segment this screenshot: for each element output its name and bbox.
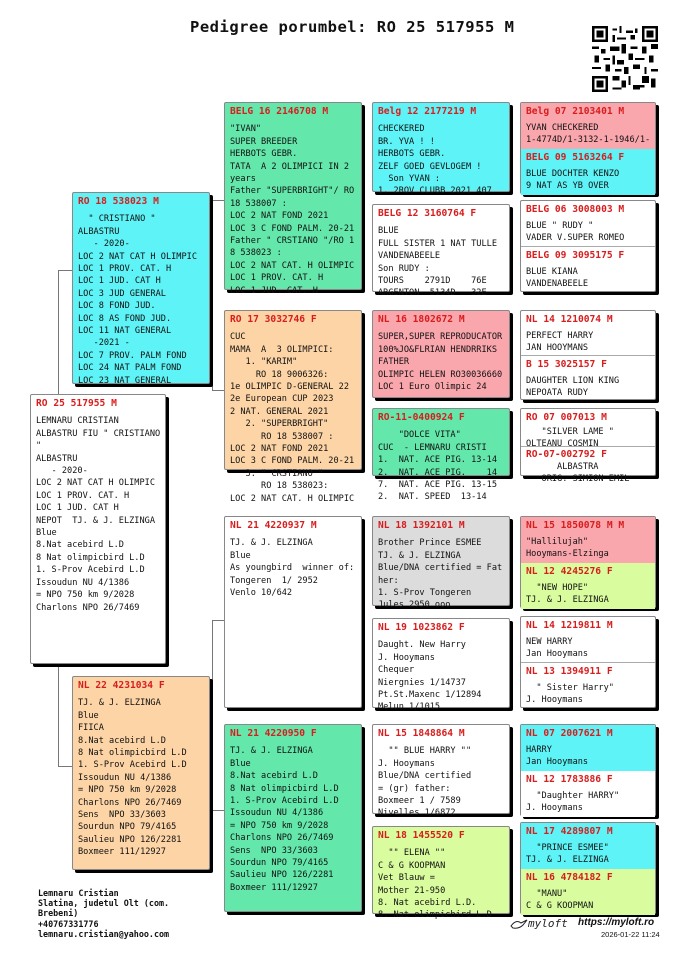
card-line: Jan Hooymans <box>526 757 589 768</box>
card-line: LOC 1 Euro Olimpic 24 <box>378 382 487 393</box>
card-line: Boxmeer 111/12927 <box>230 882 318 893</box>
gg-card-8 <box>521 517 655 563</box>
card-line: TOURS 2791D 76E <box>378 276 487 287</box>
card-line: BLUE KIANA <box>526 267 578 278</box>
card-line: Daught. New Harry <box>378 640 466 651</box>
card-line: LOC 1 PROV. CAT. H <box>230 273 324 284</box>
card-line: 1. S-Prov Tongeren <box>378 588 472 599</box>
card-line: CHECKERED <box>378 124 425 135</box>
card-line: = NPO 750 km 9/2028 <box>230 820 329 831</box>
mm-card <box>224 724 362 912</box>
myloft-logo <box>510 917 568 930</box>
card-line: HERBOTS GEBR. <box>230 149 298 160</box>
card-line: her: <box>378 575 399 586</box>
subject-card <box>30 394 166 664</box>
card-line: 2 NAT. GENERAL 2021 <box>230 406 329 417</box>
card-line: LOC 2 NAT CAT H OLIMPIC <box>78 251 197 262</box>
pigeon-icon <box>510 918 528 930</box>
ring-number: BELG 06 3008003 M <box>526 204 625 215</box>
card-line: BLUE DOCHTER KENZO <box>526 169 620 180</box>
card-line: "Daughter HARRY" <box>526 791 620 802</box>
gg-card-13 <box>521 771 655 817</box>
card-line: Sourdun NPO 79/4165 <box>78 822 177 833</box>
gg-card-5 <box>521 356 655 401</box>
card-line: DAUGHTER LION KING <box>526 376 620 387</box>
card-line: 1. NAT. ACE PIG. 13-14 <box>378 455 497 466</box>
ring-number: NL 07 2007621 M <box>526 728 613 739</box>
card-line: 1. S-Prov Acebird L.D <box>230 796 339 807</box>
fm-card <box>224 310 362 504</box>
mother-card <box>72 676 210 870</box>
card-line: Jan Hooymans <box>526 649 589 660</box>
card-line: Vet Blauw = <box>378 873 435 884</box>
card-line: LOC 11 NAT GENERAL <box>78 326 172 337</box>
gg-pair-6 <box>520 724 656 816</box>
card-line: 8.Nat acebird L.D <box>78 735 166 746</box>
ring-number: NL 16 1802672 M <box>378 314 465 325</box>
card-line: Niergnies 1/14737 <box>378 677 466 688</box>
ring-number: BELG 09 5163264 F <box>526 152 625 163</box>
gg-pair-3 <box>520 408 656 485</box>
card-line: J. Hooymans <box>526 695 583 706</box>
card-line: BLUE " RUDY " <box>526 221 594 232</box>
card-line: Son YVAN : <box>378 174 441 185</box>
card-line: Charlons NPO 26/7469 <box>78 797 182 808</box>
ring-number: RO-07-002792 F <box>526 449 607 460</box>
card-line: 8 Nat olimpicbird L.D <box>230 783 339 794</box>
card-line: TJ. & J. ELZINGA <box>230 538 313 549</box>
gg-card-2 <box>521 201 655 247</box>
card-line: 3. " CRSTIANO " <box>230 468 324 479</box>
ring-number: NL 13 1394911 F <box>526 666 613 677</box>
owner-info <box>38 888 169 939</box>
card-line: "IVAN" <box>230 124 262 135</box>
card-line: Boxmeer 111/12927 <box>78 847 166 858</box>
card-line: LOC 8 FOND JUD. <box>78 301 156 312</box>
card-line: Mother 21-950 <box>378 885 446 896</box>
gg-card-1 <box>521 149 655 195</box>
connector-line <box>212 620 213 810</box>
card-line: NEPOT TJ. & J. ELZINGA <box>36 515 155 526</box>
gg-card-7 <box>521 447 655 485</box>
owner-line: Brebeni) <box>38 908 79 919</box>
card-line: Issoudun NU 4/1386 <box>78 772 172 783</box>
card-line: CUC <box>230 332 246 343</box>
owner-line: Slatina, judetul Olt (com. <box>38 898 170 909</box>
card-line: LOC 2 NAT FOND 2021 <box>230 211 329 222</box>
gg-card-9 <box>521 563 655 609</box>
card-line: "" BLUE HARRY "" <box>378 746 472 757</box>
g-card-4 <box>372 516 510 611</box>
mf-card <box>224 516 362 708</box>
gg-card-10 <box>521 617 655 663</box>
g-card-7 <box>372 826 510 921</box>
ring-number: B 15 3025157 F <box>526 359 607 370</box>
gg-pair-0 <box>520 102 656 194</box>
card-line: VANDENABEELE <box>526 279 589 290</box>
connector-line <box>212 200 224 201</box>
card-line: RO 18 538023: <box>230 481 329 492</box>
card-line: Sens NPO 33/3603 <box>230 845 318 856</box>
card-line: Saulieu NPO 126/2281 <box>230 870 334 881</box>
card-line: = (gr) father: <box>378 783 451 794</box>
card-line: BR. YVA ! ! <box>378 136 435 147</box>
card-line: J. Hooymans <box>378 758 435 769</box>
card-line: 18 538007 : <box>230 198 287 209</box>
g-card-3 <box>372 408 510 503</box>
card-line: 1e OLIMPIC D-GENERAL 22 <box>230 382 349 393</box>
card-line: Saulieu NPO 126/2281 <box>78 834 182 845</box>
card-line: years <box>230 174 256 185</box>
card-line: 8.Nat acebird L.D <box>230 771 318 782</box>
card-line: " Sister Harry" <box>526 683 614 694</box>
gg-pair-7 <box>520 822 656 914</box>
card-line: = NPO 750 km 9/2028 <box>36 590 135 601</box>
connector-line <box>212 390 224 391</box>
ring-number: NL 12 4245276 F <box>526 566 613 577</box>
card-line: ARGENTON 5134D 32E <box>378 288 487 299</box>
card-line: CUC - LEMNARU CRISTI <box>378 442 487 453</box>
card-line: NEW HARRY <box>526 637 573 648</box>
card-line: ALBASTRU <box>36 453 78 464</box>
g-card-2 <box>372 310 510 398</box>
card-line: " CRISTIANO " <box>78 214 156 225</box>
gg-pair-2 <box>520 310 656 400</box>
gg-card-3 <box>521 247 655 293</box>
card-line: 8 Nat olimpicbird L.D <box>78 748 187 759</box>
card-line: LOC 8 AS FOND JUD. <box>78 313 172 324</box>
card-line: "SILVER LAME " <box>526 427 614 438</box>
print-date: 2026-01-22 11:24 <box>601 930 660 939</box>
card-line: = NPO 750 km 9/2028 <box>78 785 177 796</box>
father-card <box>72 192 210 384</box>
connector-line <box>212 200 213 390</box>
qr-code-icon <box>592 26 658 92</box>
logo-text: myloft <box>528 917 568 930</box>
card-line: LOC 24 NAT PALM FOND <box>78 363 182 374</box>
ring-number: NL 14 1219811 M <box>526 620 613 631</box>
gg-pair-1 <box>520 200 656 292</box>
g-card-6 <box>372 724 510 819</box>
card-line: C & G KOOPMAN <box>378 860 446 871</box>
g-card-1 <box>372 204 510 299</box>
card-line: 1. "KARIM" <box>230 357 298 368</box>
card-line: HERBOTS GEBR. <box>378 149 446 160</box>
connector-line <box>212 620 224 621</box>
ring-number: NL 18 1455520 F <box>378 830 465 841</box>
card-line: RO 18 9006326: <box>230 369 329 380</box>
card-line: ALBASTRA <box>526 462 599 473</box>
card-line: "Hallilujah" <box>526 537 589 548</box>
card-line: 1. S-Prov Acebird L.D <box>78 760 187 771</box>
card-line: Charlons NPO 26/7469 <box>230 833 334 844</box>
gg-card-0 <box>521 103 655 149</box>
card-line: 2. NAT. SPEED 13-14 <box>378 492 487 503</box>
gg-card-14 <box>521 823 655 869</box>
gg-card-12 <box>521 725 655 771</box>
connector-line <box>58 270 59 394</box>
card-line: LOC 1 PROV. CAT. H <box>36 490 130 501</box>
card-line: TJ. & J. ELZINGA <box>230 746 313 757</box>
card-line: LOC 3 C FOND PALM. 20-21 <box>230 223 355 234</box>
page-title: Pedigree porumbel: RO 25 517955 M <box>190 18 515 36</box>
card-line: - 2020- <box>78 239 130 250</box>
g-card-5 <box>372 618 510 713</box>
card-line: SUPER,SUPER REPRODUCATOR <box>378 332 503 343</box>
card-line: LOC 3 C FOND PALM. 20-21 <box>230 456 355 467</box>
owner-phone: +40767331776 <box>38 918 99 929</box>
card-line: 2. NAT. ACE PIG. 14 <box>378 467 497 478</box>
ring-number: Belg 12 2177219 M <box>378 106 477 117</box>
card-line: Father "SUPERBRIGHT"/ RO <box>230 186 355 197</box>
card-line: ORIG. SIMION EMIL <box>526 474 630 485</box>
ring-number: NL 12 1783886 F <box>526 774 613 785</box>
card-line: Blue/DNA certified = Fat <box>378 563 503 574</box>
card-line: As youngbird winner of: <box>230 563 355 574</box>
card-line: MAMA A 3 OLIMPICI: <box>230 344 334 355</box>
card-line: LOC 23 NAT GENERAL <box>78 375 172 386</box>
card-line: Melun 1/1015 <box>378 702 441 713</box>
card-line: 1. 2ROV CLUBB 2021 407 <box>378 186 492 197</box>
g-card-0 <box>372 102 510 197</box>
ring-number: Belg 07 2103401 M <box>526 106 625 117</box>
card-line: "NEW HOPE" <box>526 583 589 594</box>
card-line: 2. "SUPERBRIGHT" <box>230 419 329 430</box>
card-line: Hooymans-Elzinga <box>526 549 609 560</box>
card-line: Boxmeer 1 / 7589 <box>378 796 461 807</box>
card-line: Nivelles 1/6872 <box>378 808 456 819</box>
card-line: Charlons NPO 26/7469 <box>36 602 140 613</box>
ring-number: RO 18 538023 M <box>78 196 159 207</box>
card-line: TATA A 2 OLIMPICI IN 2 <box>230 161 349 172</box>
gg-card-11 <box>521 663 655 709</box>
card-line: 8. Nat acebird L.D. <box>378 898 477 909</box>
ff-card <box>224 102 362 296</box>
card-line: Blue/DNA certified <box>378 771 472 782</box>
card-line: "DOLCE VITA" <box>378 430 461 441</box>
card-line: "PRINCE ESMEE" <box>526 843 609 854</box>
ring-number: RO 25 517955 M <box>36 398 117 409</box>
card-line: ZELF GOED GEVLOGEM ! <box>378 161 482 172</box>
card-line: " <box>36 441 42 452</box>
card-line: 8. Nat olimpicbird L.D <box>378 910 492 921</box>
card-line: LOC 2 NAT FOND 2021 <box>230 444 329 455</box>
connector-line <box>212 810 224 811</box>
card-line: SUPER BREEDER <box>230 136 298 147</box>
card-line: YVAN CHECKERED <box>526 123 599 134</box>
card-line: 2e European CUP 2023 <box>230 394 334 405</box>
card-line: 8.Nat acebird L.D <box>36 540 124 551</box>
card-line: Issoudun NU 4/1386 <box>230 808 324 819</box>
card-line: J. Hooymans <box>526 803 583 814</box>
connector-line <box>58 766 72 767</box>
card-line: 8 538023 : <box>230 248 282 259</box>
card-line: OLTEANU COSMIN <box>526 439 599 450</box>
card-line: 7. NAT. ACE PIG. 13-15 <box>378 480 497 491</box>
card-line: "" ELENA "" <box>378 848 446 859</box>
ring-number: BELG 09 3095175 F <box>526 250 625 261</box>
card-line: LOC 2 NAT CAT. H OLIMPIC <box>230 260 355 271</box>
card-line: Blue <box>230 550 251 561</box>
ring-number: NL 14 1210074 M <box>526 314 613 325</box>
card-line: RO 18 538007 : <box>230 431 334 442</box>
owner-line: Lemnaru Cristian <box>38 888 119 898</box>
ring-number: BELG 12 3160764 F <box>378 208 477 219</box>
gg-card-15 <box>521 869 655 915</box>
card-line: Son RUDY : <box>378 263 430 274</box>
card-line: LOC 1 JUD. CAT H <box>36 503 119 514</box>
card-line: Sourdun NPO 79/4165 <box>230 858 329 869</box>
card-line: JAN HOOYMANS <box>526 343 589 354</box>
card-line: VANDENABEELE <box>378 251 441 262</box>
card-line: J. Hooymans <box>378 652 435 663</box>
card-line: Chequer <box>378 665 415 676</box>
card-line: BLUE <box>378 226 399 237</box>
card-line: TJ. & J. ELZINGA <box>526 595 609 606</box>
ring-number: NL 19 1023862 F <box>378 622 465 633</box>
card-line: VADER V.SUPER ROMEO <box>526 233 625 244</box>
card-line: TJ. & J. ELZINGA <box>78 698 161 709</box>
ring-number: NL 15 1850078 M M <box>526 520 625 531</box>
ring-number: NL 22 4231034 F <box>78 680 165 691</box>
connector-line <box>58 664 59 766</box>
card-line: 8 Nat olimpicbird L.D <box>36 552 145 563</box>
ring-number: NL 16 4784182 F <box>526 872 613 883</box>
ring-number: NL 15 1848864 M <box>378 728 465 739</box>
card-line: ALBASTRU FIU " CRISTIANO <box>36 428 161 439</box>
card-line: LOC 1 PROV. CAT. H <box>78 264 172 275</box>
card-line: Issoudun NU 4/1386 <box>36 577 130 588</box>
card-line: Venlo 10/642 <box>230 588 293 599</box>
card-line: Brother Prince ESMEE <box>378 538 482 549</box>
gg-card-6 <box>521 409 655 450</box>
ring-number: RO-11-0400924 F <box>378 412 465 423</box>
card-line: LOC 3 JUD GENERAL <box>78 288 166 299</box>
card-line: ALBASTRU <box>78 226 120 237</box>
ring-number: NL 18 1392101 M <box>378 520 465 531</box>
card-line: 1-4774D/1-3132-1-1946/1- <box>526 135 651 146</box>
card-line: 9 NAT AS YB OVER <box>526 181 609 192</box>
card-line: LOC 1 JUD. CAT. H <box>230 285 318 296</box>
card-line: LEMNARU CRISTIAN <box>36 416 119 427</box>
card-line: 1. S-Prov Acebird L.D <box>36 565 145 576</box>
connector-line <box>58 270 72 271</box>
ring-number: RO 17 3032746 F <box>230 314 317 325</box>
card-line: Blue <box>78 710 99 721</box>
ring-number: BELG 16 2146708 M <box>230 106 329 117</box>
ring-number: NL 21 4220950 F <box>230 728 317 739</box>
card-line: TJ. & J. ELZINGA <box>526 855 609 866</box>
card-line: FULL SISTER 1 NAT TULLE <box>378 238 497 249</box>
card-line: LOC 7 PROV. PALM FOND <box>78 350 187 361</box>
ring-number: NL 21 4220937 M <box>230 520 317 531</box>
card-line: 100%JO&FLRIAN HENDRRIKS <box>378 344 497 355</box>
card-line: HARRY <box>526 745 552 756</box>
owner-email: lemnaru.cristian@yahoo.com <box>38 928 170 939</box>
card-line: -2021 - <box>78 338 130 349</box>
card-line: FATHER <box>378 357 410 368</box>
card-line: Father " CRSTIANO "/RO 1 <box>230 236 355 247</box>
card-line: OLIMPIC HELEN RO30036660 <box>378 369 503 380</box>
card-line: "MANU" <box>526 889 568 900</box>
card-line: - 2020- <box>36 466 88 477</box>
card-line: PERFECT HARRY <box>526 331 594 342</box>
card-line: Tongeren 1/ 2952 <box>230 575 318 586</box>
card-line: Blue <box>36 528 57 539</box>
card-line: Pt.St.Maxenc 1/12894 <box>378 690 482 701</box>
card-lines <box>36 415 160 614</box>
card-line: LOC 2 NAT CAT. H OLIMPIC <box>230 493 355 504</box>
gg-pair-5 <box>520 616 656 708</box>
gg-card-4 <box>521 311 655 356</box>
ring-number: NL 17 4289807 M <box>526 826 613 837</box>
card-line: NEPOATA RUDY <box>526 388 589 399</box>
card-line: LOC 1 JUD. CAT H <box>78 276 161 287</box>
card-line: Jules 2950 ooo <box>378 600 451 611</box>
card-line: C & G KOOPMAN <box>526 901 594 912</box>
card-line: Sens NPO 33/3603 <box>78 810 166 821</box>
card-line: Blue <box>230 758 251 769</box>
card-line: FIICA <box>78 723 104 734</box>
site-url[interactable]: https://myloft.ro <box>578 917 655 928</box>
gg-pair-4 <box>520 516 656 608</box>
ring-number: RO 07 007013 M <box>526 412 607 423</box>
card-line: LOC 2 NAT CAT H OLIMPIC <box>36 478 155 489</box>
card-line: TJ. & J. ELZINGA <box>378 550 461 561</box>
